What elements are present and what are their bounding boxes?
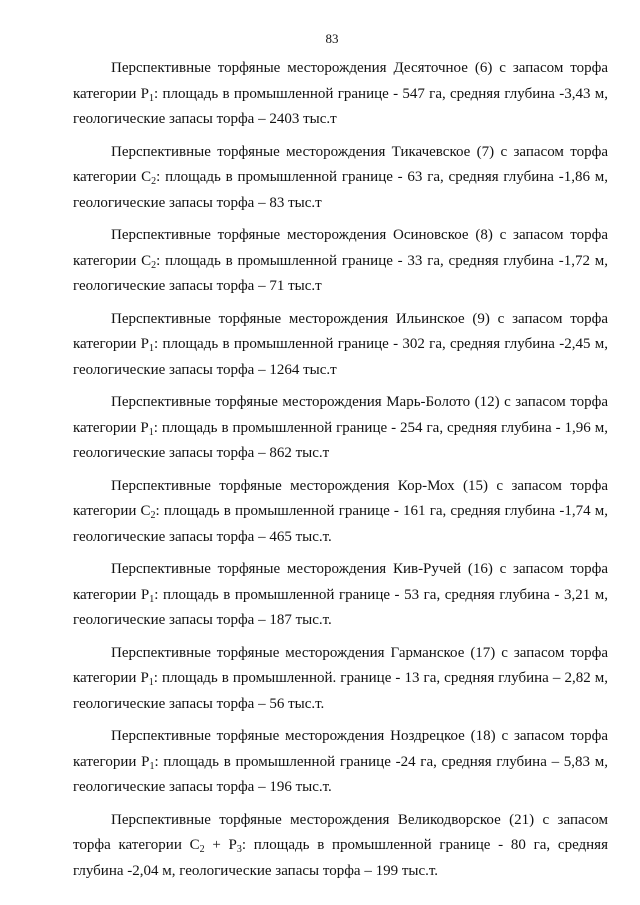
- paragraph-garmanskoe: [73, 641, 608, 718]
- paragraph-text: Перспективные торфяные месторождения Осиновское (8) с запасом торфа категории С: [73, 227, 608, 269]
- paragraph-mar-boloto: [73, 390, 608, 467]
- category-subscript: 1: [149, 343, 155, 354]
- paragraph-text: Перспективные торфяные месторождения Десяточное (6) с запасом торфа категории Р: [73, 60, 608, 102]
- paragraph-kor-mokh: [73, 474, 608, 551]
- category-subscript: 1: [149, 760, 155, 772]
- paragraph-text: + Р: [204, 837, 237, 853]
- document-body: [73, 56, 608, 891]
- paragraph-ilinskoe: [73, 307, 608, 384]
- paragraph-text: Перспективные торфяные месторождения Ноздрецкое (18) с запасом торфа категории Р: [73, 728, 608, 770]
- paragraph-tikachevskoe: [73, 140, 608, 217]
- page-number: 83: [325, 31, 339, 46]
- paragraph-text: : площадь в промышленной границе - 53 га, средняя глубина - 3,21 м, геологические запасы торфа – 187 тыс.т.: [73, 586, 608, 628]
- paragraph-text: : площадь в промышленной границе - 547 га, средняя глубина -3,43 м, геологические запасы торфа – 2403 тыс.т: [73, 85, 608, 127]
- paragraph-text: Перспективные торфяные месторождения Тикачевское (7) с запасом торфа категории С: [73, 143, 608, 185]
- paragraph-text: Перспективные торфяные месторождения Гарманское (17) с запасом торфа категории Р: [73, 644, 608, 686]
- paragraph-text: Перспективные торфяные месторождения Кив-Ручей (16) с запасом торфа категории Р: [73, 561, 608, 603]
- category-subscript: 2: [151, 176, 157, 187]
- category-subscript: 1: [148, 677, 154, 688]
- category-subscript: 1: [149, 92, 155, 104]
- paragraph-text: : площадь в промышленной границе - 254 га, средняя глубина - 1,96 м, геологические запасы торфа – 862 тыс.т: [73, 419, 608, 461]
- category-subscript: 2: [151, 259, 157, 271]
- category-subscript: 1: [149, 593, 155, 605]
- category-subscript: 3: [236, 844, 242, 855]
- paragraph-text: Перспективные торфяные месторождения Марь-Болото (12) с запасом торфа категории Р: [73, 394, 608, 436]
- paragraph-text: : площадь в промышленной границе -24 га, средняя глубина – 5,83 м, геологические запасы торфа – 196 тыс.т.: [73, 753, 608, 795]
- category-subscript: 1: [148, 426, 154, 438]
- paragraph-text: : площадь в промышленной границе - 33 га, средняя глубина -1,72 м, геологические запасы торфа – 71 тыс.т: [73, 252, 608, 294]
- paragraph-text: Перспективные торфяные месторождения Ильинское (9) с запасом торфа категории Р: [73, 310, 608, 352]
- paragraph-nozdretskoe: [73, 724, 608, 801]
- paragraph-text: Перспективные торфяные месторождения Кор-Мох (15) с запасом торфа категории С: [73, 477, 608, 519]
- category-subscript: 2: [150, 510, 156, 521]
- paragraph-velikodvorskoe: [73, 808, 608, 885]
- paragraph-kiv-ruchey: [73, 557, 608, 634]
- paragraph-text: : площадь в промышленной границе - 63 га, средняя глубина -1,86 м, геологические запасы торфа – 83 тыс.т: [73, 169, 608, 211]
- paragraph-text: Перспективные торфяные месторождения Великодворское (21) с запасом торфа категории С: [73, 811, 608, 853]
- paragraph-text: : площадь в промышленной. границе - 13 га, средняя глубина – 2,82 м, геологические запасы торфа – 56 тыс.т.: [73, 670, 608, 712]
- paragraph-osinovskoe: [73, 223, 608, 300]
- paragraph-text: : площадь в промышленной границе - 80 га, средняя глубина -2,04 м, геологические запасы торфа – 199 тыс.т.: [73, 837, 608, 879]
- category-subscript: 2: [199, 844, 205, 855]
- paragraph-text: : площадь в промышленной границе - 302 га, средняя глубина -2,45 м, геологические запасы торфа – 1264 тыс.т: [73, 336, 608, 378]
- paragraph-desyatochnoe: [73, 56, 608, 133]
- paragraph-text: : площадь в промышленной границе - 161 га, средняя глубина -1,74 м, геологические запасы торфа – 465 тыс.т.: [73, 503, 608, 545]
